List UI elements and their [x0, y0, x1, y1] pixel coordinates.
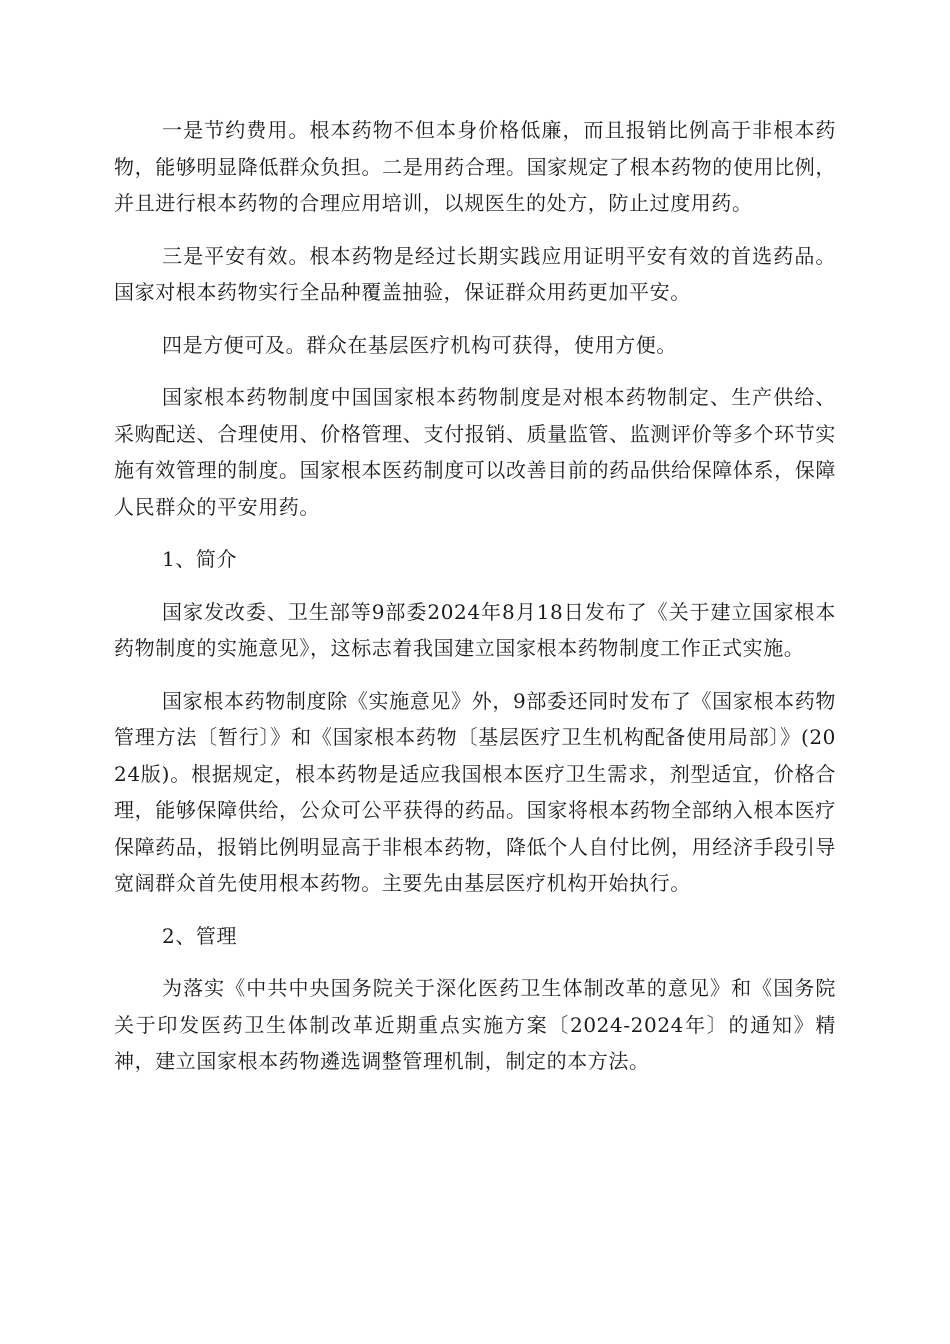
- section-heading-intro: 1、简介: [162, 547, 238, 571]
- paragraph-accessibility: 四是方便可及。群众在基层医疗机构可获得，使用方便。: [162, 332, 677, 357]
- paragraph-intro-release: 国家发改委、卫生部等9部委2024年8月18日发布了《关于建立国家根本药物制度的实施意见》，这标志着我国建立国家根本药物制度工作正式实施。: [114, 599, 836, 660]
- section-heading-management: 2、管理: [162, 923, 238, 948]
- document-body: [114, 112, 836, 1096]
- paragraph-system-overview: 国家根本药物制度中国国家根本药物制度是对根本药物制定、生产供给、采购配送、合理使用、价格管理、支付报销、质量监管、监测评价等多个环节实施有效管理的制度。国家根本医药制度可以改善目前的药品供给保障体系，保障人民群众的平安用药。: [114, 385, 836, 519]
- paragraph-intro-details: 国家根本药物制度除《实施意见》外，9部委还同时发布了《国家根本药物管理方法〔暂行〕》和《国家根本药物〔基层医疗卫生机构配备使用局部〕》(2024版)。根据规定，根本药物是适应我国根本医疗卫生需求，剂型适宜，价格合理，能够保障供给，公众可公平获得的药品。国家将根本药物全部纳入根本医疗保障药品，报销比例明显高于非根本药物，降低个人自付比例，用经济手段引导宽阔群众首先使用根本药物。主要先由基层医疗机构开始执行。: [114, 688, 836, 895]
- paragraph-cost-saving: 一是节约费用。根本药物不但本身价格低廉，而且报销比例高于非根本药物，能够明显降低群众负担。二是用药合理。国家规定了根本药物的使用比例，并且进行根本药物的合理应用培训，以规医生的处方，防止过度用药。: [114, 118, 836, 215]
- paragraph-safety: 三是平安有效。根本药物是经过长期实践应用证明平安有效的首选药品。国家对根本药物实行全品种覆盖抽验，保证群众用药更加平安。: [114, 243, 836, 304]
- paragraph-management: 为落实《中共中央国务院关于深化医药卫生体制改革的意见》和《国务院关于印发医药卫生体制改革近期重点实施方案〔2024-2024年〕的通知》精神，建立国家根本药物遴选调整管理机制，制定的本方法。: [114, 976, 836, 1073]
